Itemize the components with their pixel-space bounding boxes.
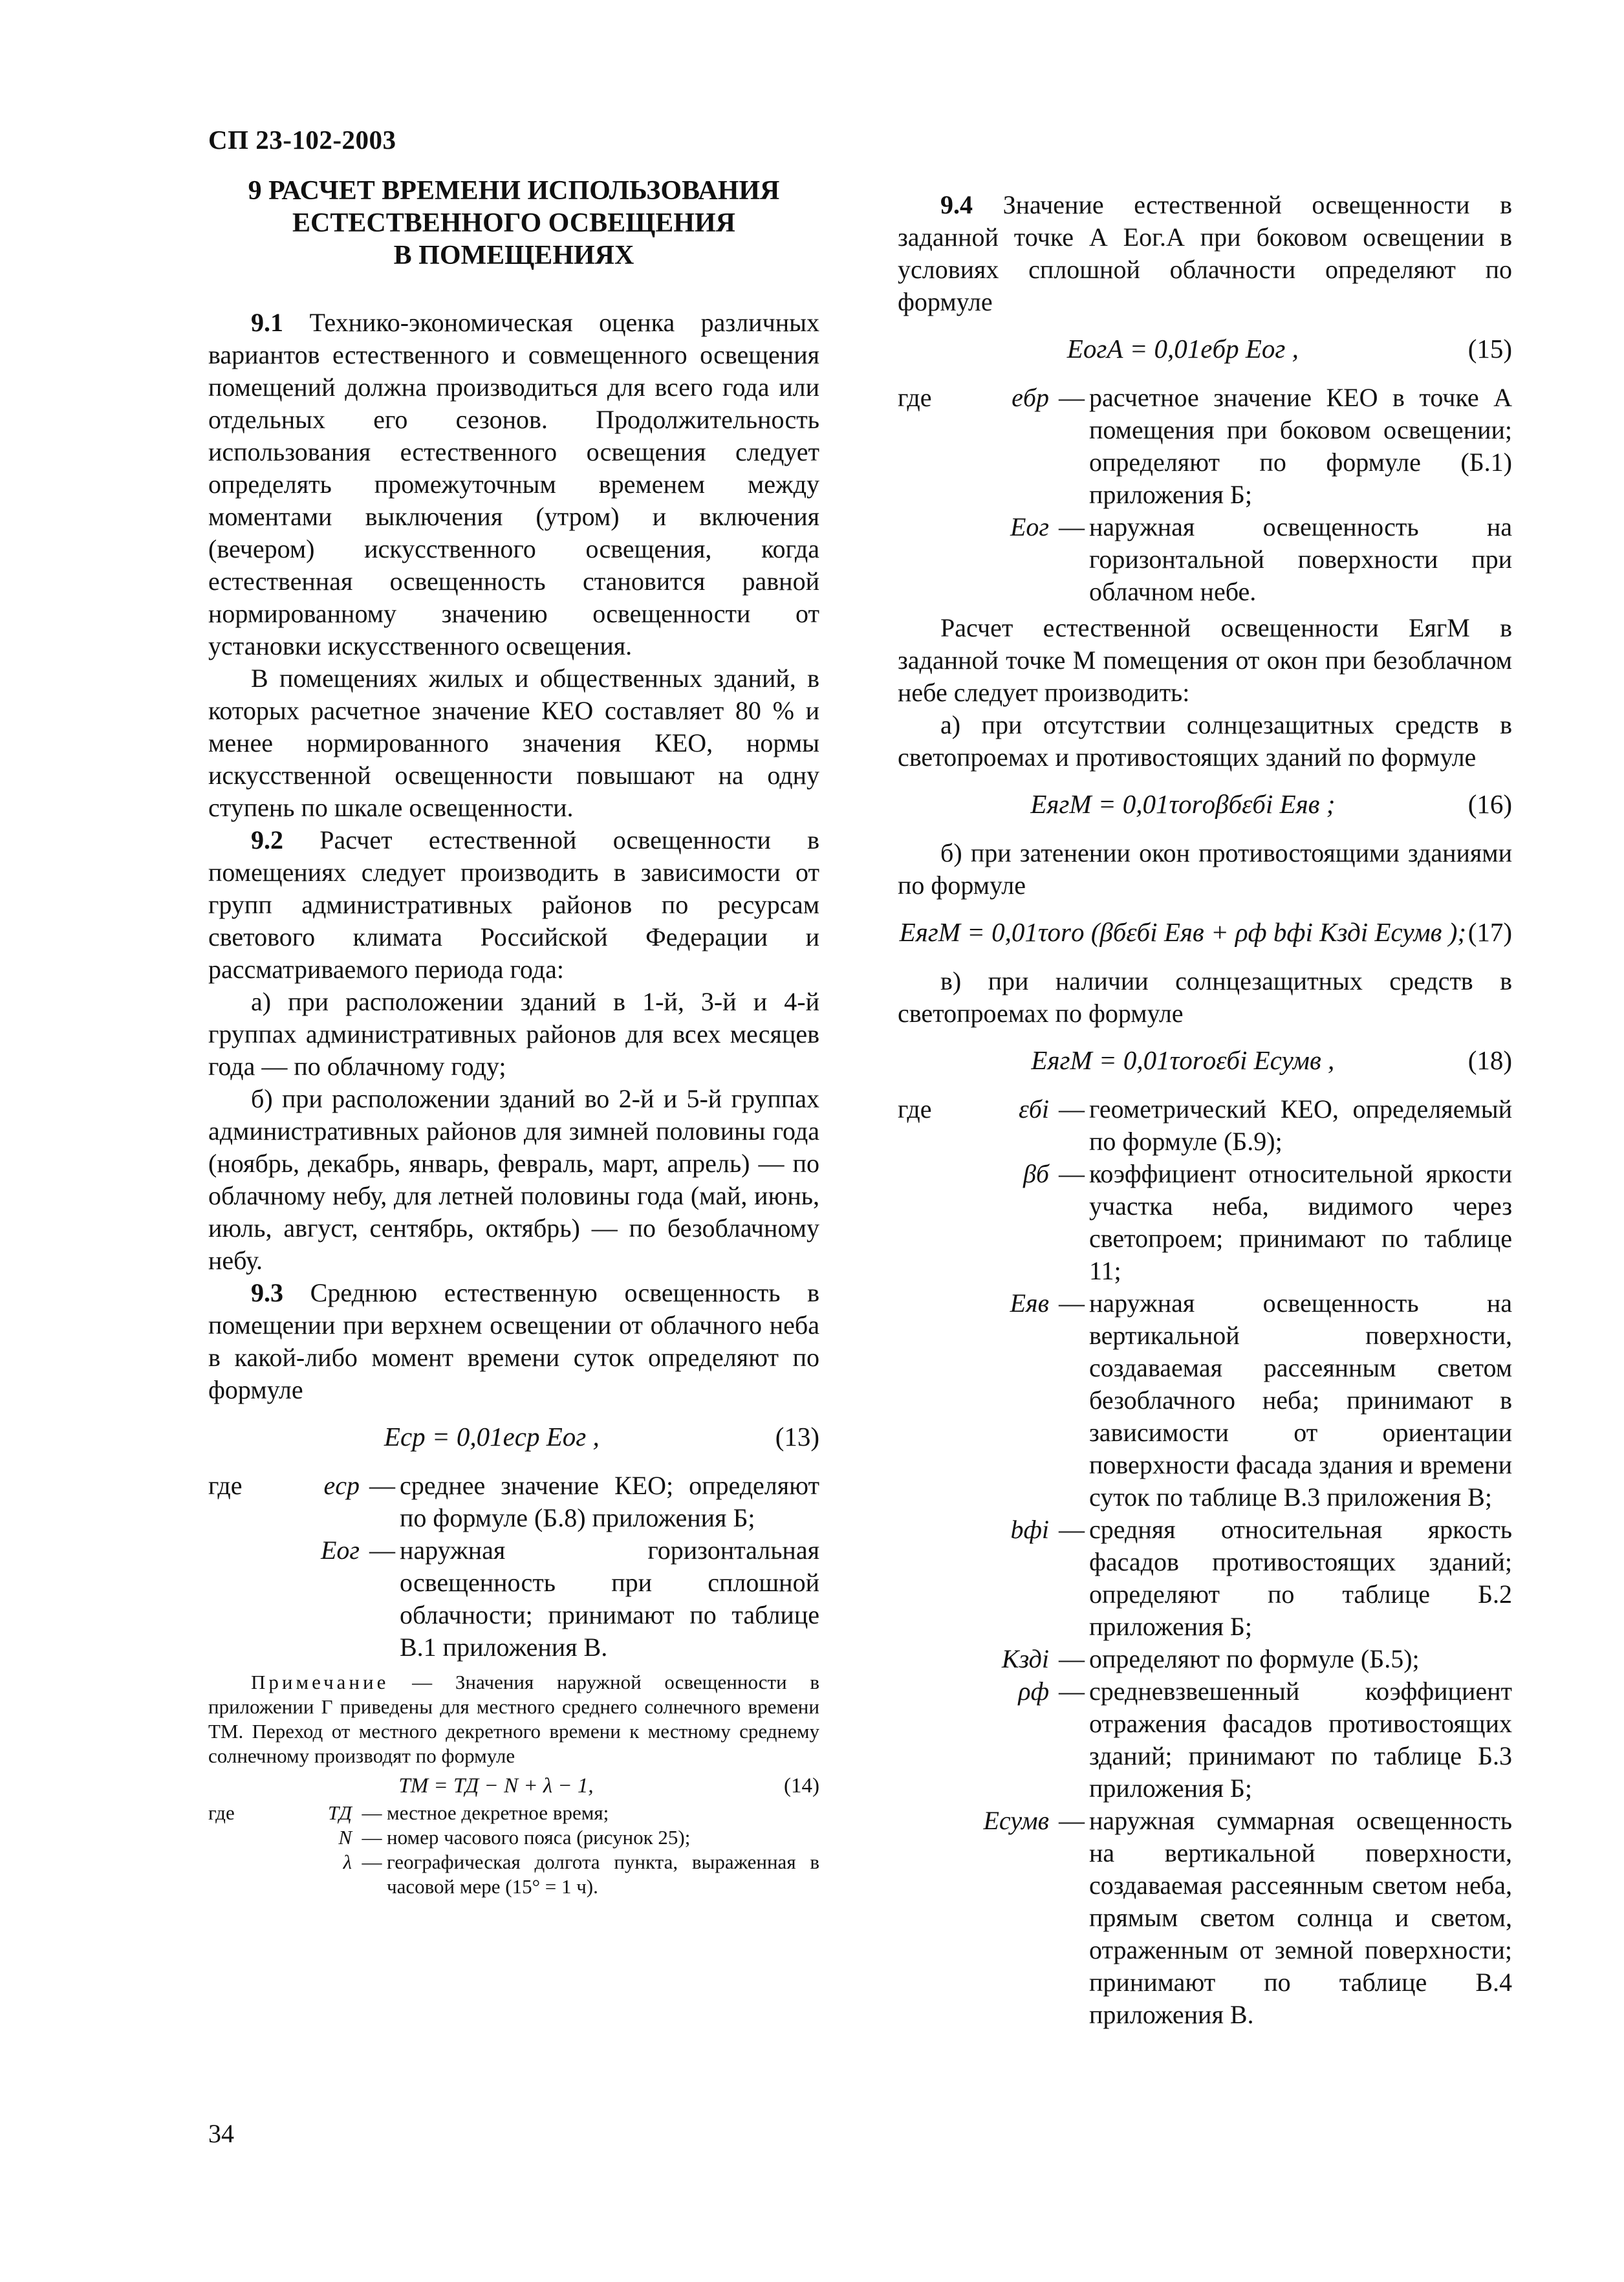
formula-16 xyxy=(898,788,1512,820)
definition-text: наружная горизонтальная освещенность при сплошной облачности; принимают по таблице В.1 приложения В. xyxy=(400,1536,819,1662)
formula-expression: Eср = 0,01eср Eог , xyxy=(384,1422,600,1451)
definition-text: геометрический КЕО, определяемый по формуле (Б.9); xyxy=(1089,1094,1512,1156)
where-label: где xyxy=(898,1094,932,1124)
definition-row: где eбр — расчетное значение КЕО в точке А помещения при боковом освещении; определяют по формуле (Б.1) приложения Б; xyxy=(898,382,1512,511)
note xyxy=(208,1670,819,1899)
formula-expression: EягМ = 0,01τоrоεбi Eсумв , xyxy=(1031,1045,1335,1075)
definition-row: λ — географическая долгота пункта, выраженная в часовой мере (15° = 1 ч). xyxy=(208,1850,819,1899)
definition-symbol: bфi xyxy=(1010,1515,1049,1544)
page-number: 34 xyxy=(208,2119,234,2148)
formula-expression: EягМ = 0,01τоrо (βбεбi Eяв + ρф bфi Kздi Eсумв ); xyxy=(899,917,1467,947)
definition-symbol: Eог xyxy=(1010,512,1049,541)
definition-text: наружная суммарная освещенность на вертикальной поверхности, создаваемая рассеянным светом неба, прямым светом солнца и светом, отраженным от земной поверхности; принимают по таблице В.4 приложения В. xyxy=(1089,1806,1512,2029)
definition-symbol: eср xyxy=(323,1471,360,1500)
formula-expression: EягМ = 0,01τоrоβбεбi Eяв ; xyxy=(1030,789,1336,819)
clause-number: 9.4 xyxy=(940,190,973,219)
section-title-line-1: 9 РАСЧЕТ ВРЕМЕНИ ИСПОЛЬЗОВАНИЯ xyxy=(248,176,780,206)
formula-expression: EогА = 0,01eбр Eог , xyxy=(1066,334,1299,364)
definition-row: где εбi — геометрический КЕО, определяемый по формуле (Б.9); xyxy=(898,1093,1512,1158)
definition-text: средневзвешенный коэффициент отражения фасадов противостоящих зданий; принимают по таблице Б.3 приложения Б; xyxy=(1089,1677,1512,1803)
where-label: где xyxy=(208,1471,243,1500)
definition-text: номер часового пояса (рисунок 25); xyxy=(387,1826,691,1849)
clause-text: Среднюю естественную освещенность в помещении при верхнем освещении от облачного неба в какой-либо момент времени суток определяют по формуле xyxy=(208,1278,819,1404)
where-label: где xyxy=(208,1801,235,1824)
definition-symbol: TД xyxy=(328,1801,352,1824)
paragraph: В помещениях жилых и общественных зданий, в которых расчетное значение КЕО составляет 80 % и менее нормированного значения КЕО, нормы искусственной освещенности повышают на одну ступень по шкале освещенности. xyxy=(208,664,819,822)
definitions-13 xyxy=(208,1470,819,1664)
definitions-15 xyxy=(898,382,1512,608)
definition-symbol: λ xyxy=(343,1851,352,1873)
paragraph: Расчет естественной освещенности EягМ в заданной точке М помещения от окон при безоблачном небе следует производить: xyxy=(898,613,1512,707)
left-column xyxy=(208,175,819,1903)
right-column xyxy=(898,189,1512,2035)
definition-symbol: eбр xyxy=(1012,383,1049,412)
definition-symbol: εбi xyxy=(1019,1094,1049,1124)
clause-9-4 xyxy=(898,189,1512,318)
clause-9-1 xyxy=(208,307,819,662)
formula-number: (17) xyxy=(1467,917,1512,947)
definition-symbol: Eяв xyxy=(1010,1288,1049,1318)
definition-symbol: ρф xyxy=(1018,1677,1049,1706)
clause-9-2 xyxy=(208,824,819,986)
clause-number: 9.1 xyxy=(251,308,283,337)
definitions-18 xyxy=(898,1093,1512,2031)
formula-number: (15) xyxy=(1467,334,1512,364)
section-title xyxy=(208,175,819,272)
definition-text: наружная освещенность на вертикальной поверхности, создаваемая рассеянным светом безоблачного неба; принимают в зависимости от ориентации поверхности фасада здания и времени суток по таблице В.3 приложения В; xyxy=(1089,1288,1512,1512)
definition-text: местное декретное время; xyxy=(387,1801,609,1824)
clause-text: Значение естественной освещенности в заданной точке А Eог.А при боковом освещении в условиях сплошной облачности определяют по формуле xyxy=(898,190,1512,316)
definition-symbol: Kздi xyxy=(1001,1644,1049,1673)
definition-row: Eяв — наружная освещенность на вертикальной поверхности, создаваемая рассеянным светом безоблачного неба; принимают в зависимости от ориентации поверхности фасада здания и времени суток по таблице В.3 приложения В; xyxy=(898,1287,1512,1514)
formula-13 xyxy=(208,1420,819,1453)
where-label: где xyxy=(898,383,932,412)
note-body: — Значения наружной освещенности в приложении Г приведены для местного среднего солнечного времени TМ. Переход от местного декретного времени к местному среднему солнечному производят по формуле xyxy=(208,1671,819,1767)
list-item: б) при затенении окон противостоящими зданиями по формуле xyxy=(898,838,1512,900)
definition-row: Kздi — определяют по формуле (Б.5); xyxy=(898,1643,1512,1675)
definition-symbol: Eсумв xyxy=(983,1806,1049,1835)
definition-symbol: βб xyxy=(1023,1159,1049,1188)
definition-text: коэффициент относительной яркости участка неба, видимого через светопроем; принимают по таблице 11; xyxy=(1089,1159,1512,1285)
formula-number: (18) xyxy=(1467,1045,1512,1075)
note-text xyxy=(208,1670,819,1768)
section-title-line-2: ЕСТЕСТВЕННОГО ОСВЕЩЕНИЯ xyxy=(292,208,735,238)
definition-row: Eог — наружная освещенность на горизонтальной поверхности при облачном небе. xyxy=(898,511,1512,608)
definition-row: N — номер часового пояса (рисунок 25); xyxy=(208,1825,819,1850)
section-title-line-3: В ПОМЕЩЕНИЯХ xyxy=(393,241,634,270)
document-code: СП 23-102-2003 xyxy=(208,125,396,155)
definition-symbol: N xyxy=(338,1826,352,1849)
definition-row: где eср — среднее значение КЕО; определяют по формуле (Б.8) приложения Б; xyxy=(208,1470,819,1534)
definition-text: наружная освещенность на горизонтальной поверхности при облачном небе. xyxy=(1089,512,1512,606)
clause-text: Расчет естественной освещенности в помещениях следует производить в зависимости от групп административных районов по ресурсам светового климата Российской Федерации и рассматриваемого периода года: xyxy=(208,825,819,984)
clause-number: 9.3 xyxy=(251,1278,283,1307)
definition-symbol: Eог xyxy=(320,1536,360,1565)
note-label: Примечание xyxy=(251,1671,389,1693)
formula-number: (16) xyxy=(1467,789,1512,819)
formula-14 xyxy=(208,1774,819,1798)
formula-expression: TМ = TД − N + λ − 1, xyxy=(398,1774,594,1798)
definition-row: βб — коэффициент относительной яркости участка неба, видимого через светопроем; принимают по таблице 11; xyxy=(898,1158,1512,1287)
definition-row: ρф — средневзвешенный коэффициент отражения фасадов противостоящих зданий; принимают по таблице Б.3 приложения Б; xyxy=(898,1675,1512,1805)
list-item: в) при наличии солнцезащитных средств в светопроемах по формуле xyxy=(898,966,1512,1028)
definition-text: определяют по формуле (Б.5); xyxy=(1089,1644,1420,1673)
definition-text: географическая долгота пункта, выраженная в часовой мере (15° = 1 ч). xyxy=(387,1851,819,1898)
clause-number: 9.2 xyxy=(251,825,283,854)
definitions-14 xyxy=(208,1801,819,1899)
clause-9-3 xyxy=(208,1277,819,1406)
definition-text: расчетное значение КЕО в точке А помещения при боковом освещении; определяют по формуле (Б.1) приложения Б; xyxy=(1089,383,1512,509)
list-item: а) при отсутствии солнцезащитных средств в светопроемах и противостоящих зданий по формуле xyxy=(898,710,1512,772)
definition-row: Eсумв — наружная суммарная освещенность на вертикальной поверхности, создаваемая рассеянным светом неба, прямым светом солнца и светом, отраженным от земной поверхности; принимают по таблице В.4 приложения В. xyxy=(898,1805,1512,2031)
clause-text: Технико-экономическая оценка различных вариантов естественного и совмещенного освещения помещений должна производиться для всего года или отдельных его сезонов. Продолжительность использования естественного освещения следует определять промежуточным временем между моментами выключения (утром) и включения (вечером) искусственного освещения, когда естественная освещенность становится равной нормированному значению освещенности от установки искусственного освещения. xyxy=(208,308,819,660)
formula-number: (13) xyxy=(775,1422,819,1451)
definition-row: bфi — средняя относительная яркость фасадов противостоящих зданий; определяют по таблице Б.2 приложения Б; xyxy=(898,1514,1512,1643)
formula-18 xyxy=(898,1044,1512,1076)
formula-number: (14) xyxy=(784,1774,819,1798)
formula-15 xyxy=(898,332,1512,365)
list-item: а) при расположении зданий в 1-й, 3-й и 4-й группах административных районов для всех месяцев года — по облачному году; xyxy=(208,987,819,1081)
definition-row: где TД — местное декретное время; xyxy=(208,1801,819,1825)
definition-text: среднее значение КЕО; определяют по формуле (Б.8) приложения Б; xyxy=(400,1471,819,1532)
list-item: б) при расположении зданий во 2-й и 5-й группах административных районов для зимней половины года (ноябрь, декабрь, январь, февраль, март, апрель) — по облачному небу, для летней половины года (май, июнь, июль, август, сентябрь, октябрь) — по безоблачному небу. xyxy=(208,1084,819,1275)
definition-row: Eог — наружная горизонтальная освещенность при сплошной облачности; принимают по таблице В.1 приложения В. xyxy=(208,1534,819,1664)
formula-17 xyxy=(898,916,1512,948)
definition-text: средняя относительная яркость фасадов противостоящих зданий; определяют по таблице Б.2 приложения Б; xyxy=(1089,1515,1512,1641)
